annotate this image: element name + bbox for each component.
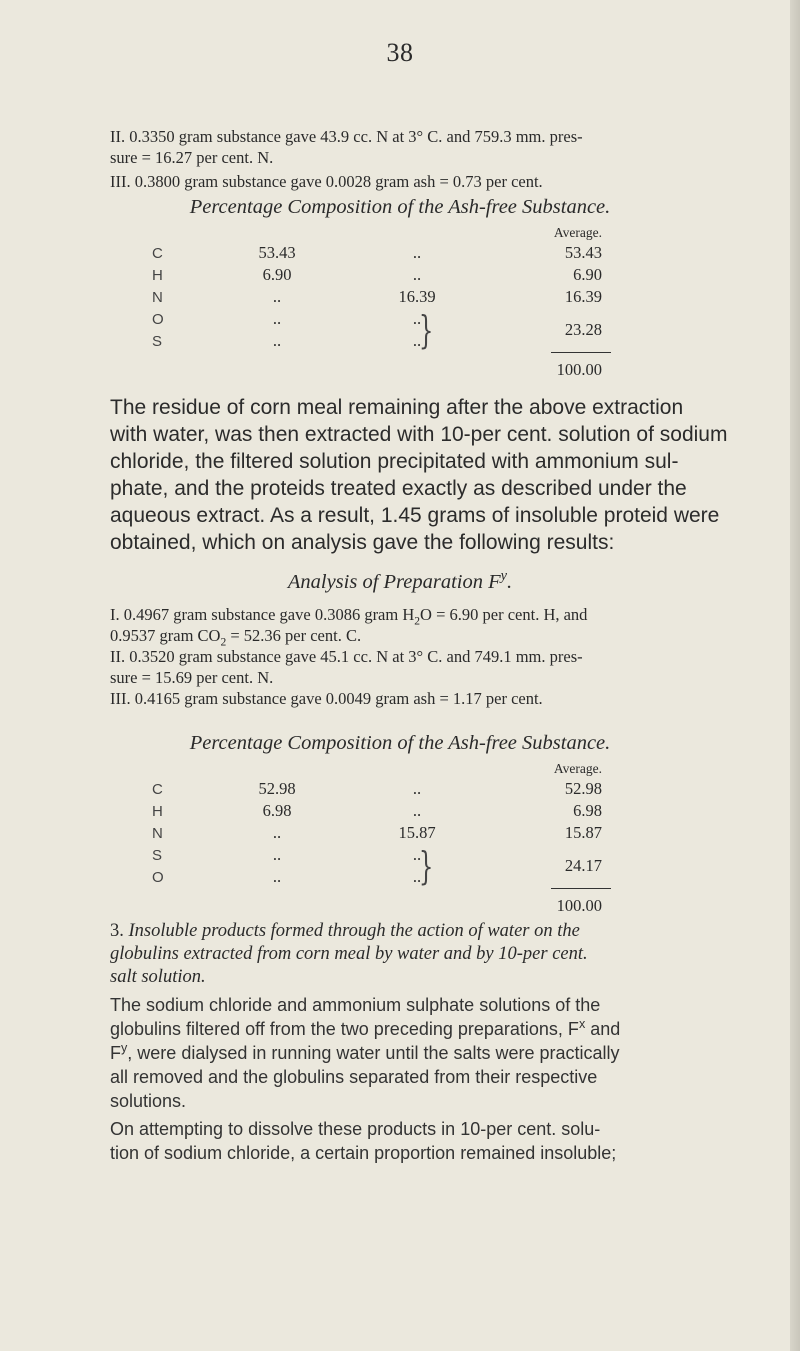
total-rule — [551, 352, 611, 353]
text-line: salt solution. — [110, 967, 206, 987]
table-row: N .. 16.39 16.39 — [152, 287, 602, 306]
table-row: H 6.98 .. 6.98 — [152, 801, 602, 820]
text-line: II. 0.3350 gram substance gave 43.9 cc. N at 3° C. and 759.3 mm. pres- — [110, 127, 583, 146]
table-row: S .. .. } 24.17 — [152, 844, 602, 888]
text-line: tion of sodium chloride, a certain proportion remained insoluble; — [110, 1143, 617, 1163]
table-row: N .. 15.87 15.87 — [152, 823, 602, 842]
text-line: globulins filtered off from the two preceding preparations, $F^x$ and — [110, 1017, 621, 1039]
text-line: The residue of corn meal remaining after the above extraction — [110, 396, 684, 419]
text-line: On attempting to dissolve these products in 10-per cent. solu- — [110, 1119, 601, 1139]
text-line: sure = 16.27 per cent. N. — [110, 148, 274, 167]
text-line: 0.9537 gram $CO_2 = 52.36$ per cent. C. — [110, 626, 362, 649]
text-line: III. 0.3800 gram substance gave 0.0028 gram ash = 0.73 per cent. — [110, 172, 543, 191]
text-line: globulins extracted from corn meal by water and by 10-per cent. — [110, 944, 588, 964]
bracket-icon: } — [418, 308, 434, 352]
composition-table-1 — [152, 224, 602, 382]
text-line: The sodium chloride and ammonium sulphate solutions of the — [110, 995, 601, 1015]
table-row: O .. .. } 23.28 — [152, 308, 602, 352]
text-line: solutions. — [110, 1091, 187, 1111]
bracket-icon: } — [418, 844, 434, 888]
analysis-heading: Analysis of Preparation $F^y$. — [287, 568, 513, 593]
paragraph-analysis-ii-iii — [110, 126, 730, 192]
table-row: H 6.90 .. 6.90 — [152, 265, 602, 284]
section-3-title — [110, 920, 740, 989]
text-line: with water, was then extracted with 10-per cent. solution of sodium — [110, 423, 728, 446]
table-row: C 53.43 .. 53.43 — [152, 243, 602, 262]
text-line: sure = 15.69 per cent. N. — [110, 668, 274, 687]
composition-table-2 — [152, 760, 602, 918]
table-row: C 52.98 .. 52.98 — [152, 779, 602, 798]
text-line: III. 0.4165 gram substance gave 0.0049 gram ash = 1.17 per cent. — [110, 689, 543, 708]
average-label: Average. — [553, 225, 602, 240]
text-line: phate, and the proteids treated exactly as described under the — [110, 477, 687, 500]
text-line: chloride, the filtered solution precipitated with ammonium sul- — [110, 450, 679, 473]
table1-heading: Percentage Composition of the Ash-free Substance. — [189, 196, 611, 218]
text-line: all removed and the globulins separated from their respective — [110, 1067, 598, 1087]
average-label: Average. — [553, 761, 602, 776]
text-line: 3. Insoluble products formed through the action of water on the — [110, 921, 580, 941]
text-line: $F^y$, were dialysed in running water until the salts were practically — [110, 1041, 620, 1063]
text-line: aqueous extract. As a result, 1.45 grams of insoluble proteid were — [110, 504, 720, 527]
total-value: 100.00 — [556, 896, 602, 915]
table2-heading: Percentage Composition of the Ash-free Substance. — [189, 732, 611, 754]
bracket-average: 23.28 — [564, 320, 602, 339]
paragraph-globulins — [110, 993, 740, 1113]
total-rule — [551, 888, 611, 889]
text-line: II. 0.3520 gram substance gave 45.1 cc. N at 3° C. and 749.1 mm. pres- — [110, 647, 583, 666]
text-line: obtained, which on analysis gave the following results: — [110, 531, 615, 554]
table-row: O .. .. — [152, 867, 422, 886]
page-number: 38 — [386, 38, 414, 67]
paragraph-dissolve — [110, 1117, 740, 1165]
table-row: S .. .. — [152, 331, 422, 350]
text-line: I. 0.4967 gram substance gave 0.3086 gram $H_2O = 6.90$ per cent. H, and — [110, 605, 588, 628]
paragraph-analysis-fy — [110, 604, 730, 709]
bracket-average: 24.17 — [564, 856, 602, 875]
paragraph-residue — [110, 394, 735, 556]
total-value: 100.00 — [556, 360, 602, 379]
